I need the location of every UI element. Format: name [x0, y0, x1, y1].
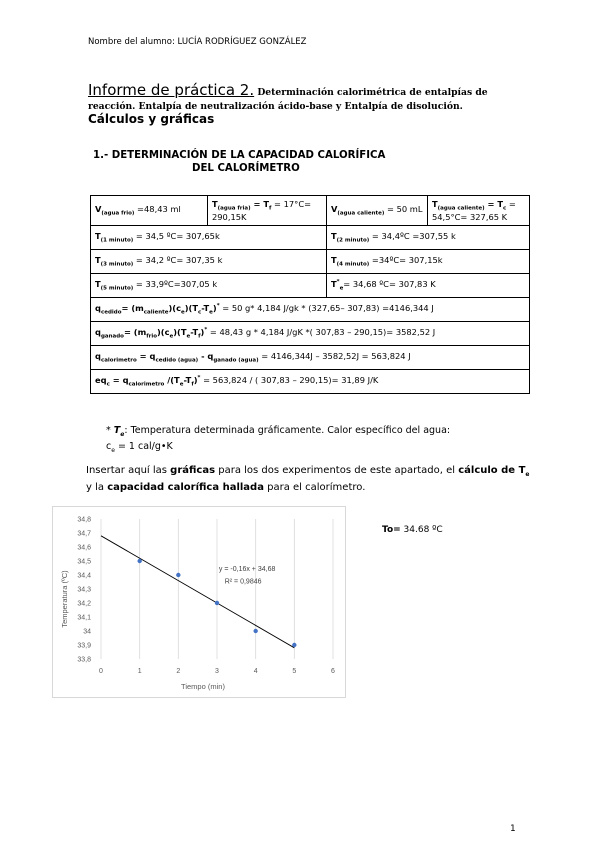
student-name: Nombre del alumno: LUCÍA RODRÍGUEZ GONZÁLEZ [88, 37, 307, 47]
calorimetry-table [90, 195, 530, 394]
y-tick-label: 33,8 [77, 656, 91, 664]
page-number: 1 [510, 824, 516, 834]
report-title [88, 81, 518, 127]
footnote [106, 425, 546, 457]
x-tick-label: 2 [176, 668, 181, 675]
x-tick-label: 0 [99, 668, 103, 675]
x-tick-label: 4 [253, 668, 258, 675]
trend-equation: y = -0,16x + 34,68 [218, 565, 276, 573]
table-row [91, 345, 530, 369]
cell-v-frio: $V_{(agua frio)} =48,43$ ml [91, 196, 208, 226]
section-heading [93, 149, 385, 175]
cell-t3: $T_{(3 minuto)} = 34,2$ ºC= 307,35 k [91, 249, 327, 273]
cell-eq: $eq_c = q_{calorimetro}$ $/(T_e-T_f)^* = 563,824$ / ( 307,83 – 290,15)= 31,89 J/K [91, 369, 530, 393]
cell-q-ganado: $q_{ganado}= (m_{frio})(c_e)(T_e-T_f)^* = 48,43$ g * 4,184 J/gK *( 307,83 – 290,15)= 3582,52 J [91, 321, 530, 345]
table-row [91, 249, 530, 273]
table-row [91, 297, 530, 321]
section-heading-line2: DEL CALORÍMETRO [192, 163, 300, 174]
trendline [101, 536, 294, 648]
data-point [215, 601, 219, 605]
data-point [137, 559, 141, 563]
table-row [91, 369, 530, 393]
cell-t-caliente: $T_{(agua caliente)} = T_c = 54,5^\circ C= 327,65$ K [428, 196, 530, 226]
report-title-main: Informe de práctica 2 [88, 81, 250, 99]
footnote-line1: * $T_e$: Temperatura determinada gráficamente. Calor específico del agua: [106, 425, 451, 438]
y-tick-label: 34,3 [77, 586, 91, 594]
y-tick-label: 34,7 [77, 530, 91, 538]
data-point [176, 573, 180, 577]
table-row [91, 273, 530, 297]
y-tick-label: 34 [83, 628, 91, 636]
cell-t2: $T_{(2 minuto)}$ = 34,4ºC =307,55 k [327, 225, 530, 249]
cell-t5: $T_{(5 minuto)}$ = 33,9ºC=307,05 k [91, 273, 327, 297]
temperature-chart [52, 506, 346, 698]
table-row [91, 321, 530, 345]
x-tick-label: 5 [292, 668, 297, 675]
result-to: To= 34.68 ºC [382, 525, 443, 535]
y-tick-label: 34,6 [77, 544, 91, 552]
y-axis-label: Temperatura (ºC) [60, 570, 69, 628]
trend-r2: R² = 0,9846 [224, 578, 262, 586]
cell-v-caliente: $V_{(agua caliente)} = 50$ mL [327, 196, 428, 226]
y-tick-label: 34,4 [77, 572, 91, 580]
report-title-calc: Cálculos y gráficas [88, 112, 215, 126]
footnote-line2: $c_e = 1$ cal/g•K [106, 440, 173, 454]
report-title-dot: . [249, 81, 255, 99]
cell-t-frio: $T_{(agua fria)} = T_f = 17^\circ C= 290,15K$ [208, 196, 327, 226]
y-tick-label: 34,5 [77, 558, 91, 566]
cell-q-cedido: $q_{cedido}= (m_{caliente})(c_e)(T_c-T_e)^* = 50$ g* 4,184 J/gk * (327,65– 307,83) =4146,344 J [91, 297, 530, 321]
y-tick-label: 34,8 [77, 516, 91, 524]
report-title-desc: Determinación calorimétrica de entalpías de reacción. Entalpía de neutralización ácido-base y Entalpía de disolución. [88, 87, 488, 112]
cell-t4: $T_{(4 minuto)}$ =34ºC= 307,15k [327, 249, 530, 273]
chart-svg [53, 507, 345, 697]
y-tick-label: 33,9 [77, 642, 91, 650]
x-tick-label: 1 [137, 668, 142, 675]
x-tick-label: 6 [331, 668, 335, 675]
table-row [91, 225, 530, 249]
x-tick-label: 3 [215, 668, 219, 675]
data-point [253, 629, 257, 633]
section-heading-line1: 1.- DETERMINACIÓN DE LA CAPACIDAD CALORÍFICA [93, 150, 386, 161]
data-point [292, 643, 296, 647]
cell-te: $T^*_e= 34,68$ ºC= 307,83 K [327, 273, 530, 297]
y-tick-label: 34,2 [77, 600, 91, 608]
x-axis-label: Tiempo (min) [181, 682, 225, 691]
table-row [91, 196, 530, 226]
insert-instructions: Insertar aquí las gráficas para los dos experimentos de este apartado, el cálculo de $T_e$ y la capacidad calorífica hallada para el calorímetro. [86, 465, 530, 493]
cell-q-calorimetro: $q_{calorimetro} = q_{cedido (agua)} - q_{ganado (agua)} = 4146,344J - 3582,52J = 563,824$ J [91, 345, 530, 369]
y-tick-label: 34,1 [77, 614, 91, 622]
cell-t1: $T_{(1 minuto)} = 34,5$ ºC= 307,65k [91, 225, 327, 249]
